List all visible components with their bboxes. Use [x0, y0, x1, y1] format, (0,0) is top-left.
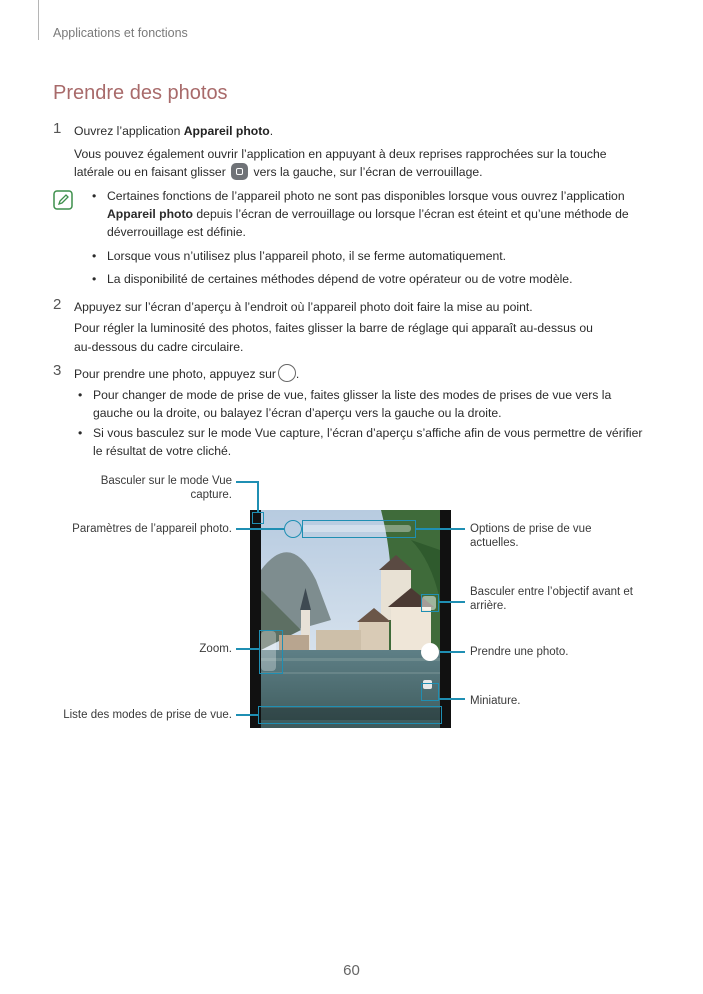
- note-icon: [53, 190, 73, 210]
- step-3-line1: Pour prendre une photo, appuyez sur .: [74, 364, 299, 384]
- step-1-line2: Vous pouvez également ouvrir l’application en appuyant à deux reprises rapprochées sur la touche: [74, 147, 607, 161]
- callout-objectif: Basculer entre l’objectif avant et arrière.: [470, 586, 634, 612]
- header-divider: [38, 0, 39, 40]
- leader-modes-liste: [236, 714, 258, 716]
- step-2-number: 2: [53, 296, 62, 313]
- note-bullet-1-line3: déverrouillage est définie.: [107, 225, 246, 239]
- step-1-line1: Ouvrez l’application Appareil photo.: [74, 124, 274, 138]
- leader-parametres: [236, 528, 284, 530]
- callout-zoom: Zoom.: [199, 643, 232, 655]
- highlight-objectif: [421, 594, 439, 612]
- section-header: Applications et fonctions: [53, 26, 188, 40]
- callout-modes-liste: Liste des modes de prise de vue.: [63, 709, 232, 721]
- step-3-bullet-1-line1: • Pour changer de mode de prise de vue, faites glisser la liste des modes de prises de vue vers la: [78, 388, 612, 402]
- leader-prendre-photo: [440, 651, 465, 653]
- page-title: Prendre des photos: [53, 82, 228, 104]
- callout-vue-capture: Basculer sur le mode Vue capture.: [100, 475, 232, 501]
- note-bullet-2: • Lorsque vous n’utilisez plus l’appareil photo, il se ferme automatiquement.: [92, 249, 507, 263]
- shutter-icon: [278, 364, 296, 382]
- callout-options: Options de prise de vue actuelles.: [470, 523, 592, 549]
- step-3-bullet-1-line2: gauche ou la droite, ou balayez l’écran d’aperçu vers la gauche ou la droite.: [93, 406, 502, 420]
- page-number: 60: [343, 962, 360, 979]
- highlight-modes-liste: [258, 706, 442, 724]
- step-1-line3: latérale ou en faisant glisser vers la gauche, sur l’écran de verrouillage.: [74, 165, 483, 179]
- leader-vue-capture-h: [236, 481, 258, 483]
- highlight-zoom: [259, 630, 283, 674]
- highlight-options: [302, 520, 416, 538]
- leader-objectif-h: [438, 601, 465, 603]
- leader-miniature: [438, 698, 465, 700]
- step-2-line3: au-dessous du cadre circulaire.: [74, 340, 244, 354]
- note-bullet-3: • La disponibilité de certaines méthodes dépend de votre opérateur ou de votre modèle.: [92, 272, 573, 286]
- highlight-parametres: [284, 520, 302, 538]
- callout-prendre-photo: Prendre une photo.: [470, 646, 569, 658]
- step-1-number: 1: [53, 120, 62, 137]
- highlight-miniature: [421, 683, 439, 701]
- note-bullet-1-line2: Appareil photo depuis l’écran de verrouillage ou lorsque l’écran est éteint et qu’une méthode de: [107, 207, 629, 221]
- highlight-vue-capture: [252, 512, 264, 524]
- callout-miniature: Miniature.: [470, 695, 521, 707]
- leader-zoom: [236, 648, 259, 650]
- step-3-bullet-2-line2: le résultat de votre cliché.: [93, 444, 232, 458]
- step-2-line2: Pour régler la luminosité des photos, faites glisser la barre de réglage qui apparaît au-dessus ou: [74, 321, 593, 335]
- camera-app-icon: [231, 163, 248, 180]
- note-bullet-1-line1: • Certaines fonctions de l’appareil photo ne sont pas disponibles lorsque vous ouvrez l’application: [92, 189, 625, 203]
- step-3-number: 3: [53, 362, 62, 379]
- step-3-bullet-2-line1: • Si vous basculez sur le mode Vue capture, l’écran d’aperçu s’affiche afin de vous permettre de vérifier: [78, 426, 643, 440]
- leader-options: [415, 528, 465, 530]
- leader-vue-capture-v: [257, 481, 259, 513]
- step-2-line1: Appuyez sur l’écran d’aperçu à l’endroit où l’appareil photo doit faire la mise au point.: [74, 300, 533, 314]
- callout-parametres: Paramètres de l’appareil photo.: [72, 523, 232, 535]
